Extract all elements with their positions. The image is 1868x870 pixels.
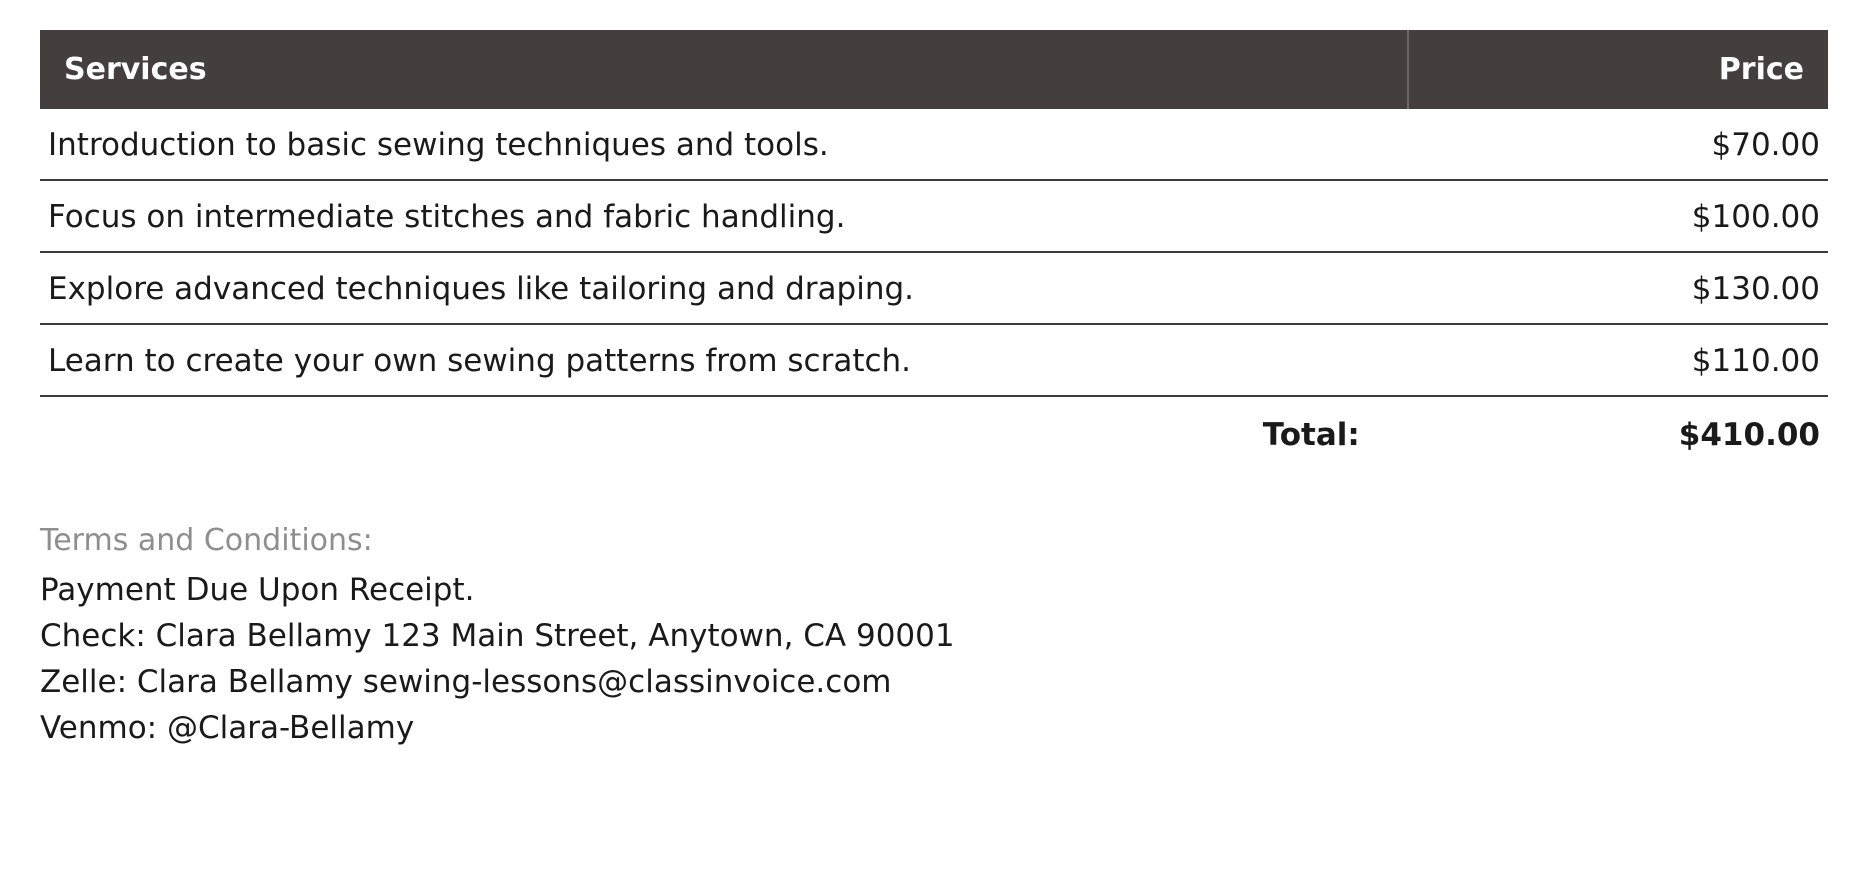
terms-line-zelle: Zelle: Clara Bellamy sewing-lessons@classinvoice.com — [40, 663, 892, 700]
terms-line-venmo: Venmo: @Clara-Bellamy — [40, 709, 415, 746]
table-row — [40, 109, 1828, 180]
total-label: Total: — [1262, 417, 1360, 453]
terms-title: Terms and Conditions: — [40, 523, 373, 558]
table-total-row — [40, 396, 1828, 461]
terms-line-check: Check: Clara Bellamy 123 Main Street, Anytown, CA 90001 — [40, 617, 955, 654]
terms-and-conditions-section — [40, 523, 1828, 752]
table-body — [40, 109, 1828, 461]
column-header-services: Services — [40, 30, 1408, 109]
terms-line-payment: Payment Due Upon Receipt. — [40, 572, 475, 608]
service-description: Learn to create your own sewing patterns from scratch. — [40, 324, 1408, 396]
service-price: $100.00 — [1408, 180, 1828, 252]
total-amount: $410.00 — [1678, 417, 1820, 453]
table-row — [40, 180, 1828, 252]
service-description: Explore advanced techniques like tailoring and draping. — [40, 252, 1408, 324]
services-price-table — [40, 30, 1828, 461]
table-header-row — [40, 30, 1828, 109]
service-description: Focus on intermediate stitches and fabric handling. — [40, 180, 1408, 252]
table-row — [40, 252, 1828, 324]
service-price: $70.00 — [1408, 109, 1828, 180]
service-price: $130.00 — [1408, 252, 1828, 324]
table-header — [40, 30, 1828, 109]
service-description: Introduction to basic sewing techniques and tools. — [40, 109, 1408, 180]
column-header-price: Price — [1408, 30, 1828, 109]
table-row — [40, 324, 1828, 396]
service-price: $110.00 — [1408, 324, 1828, 396]
